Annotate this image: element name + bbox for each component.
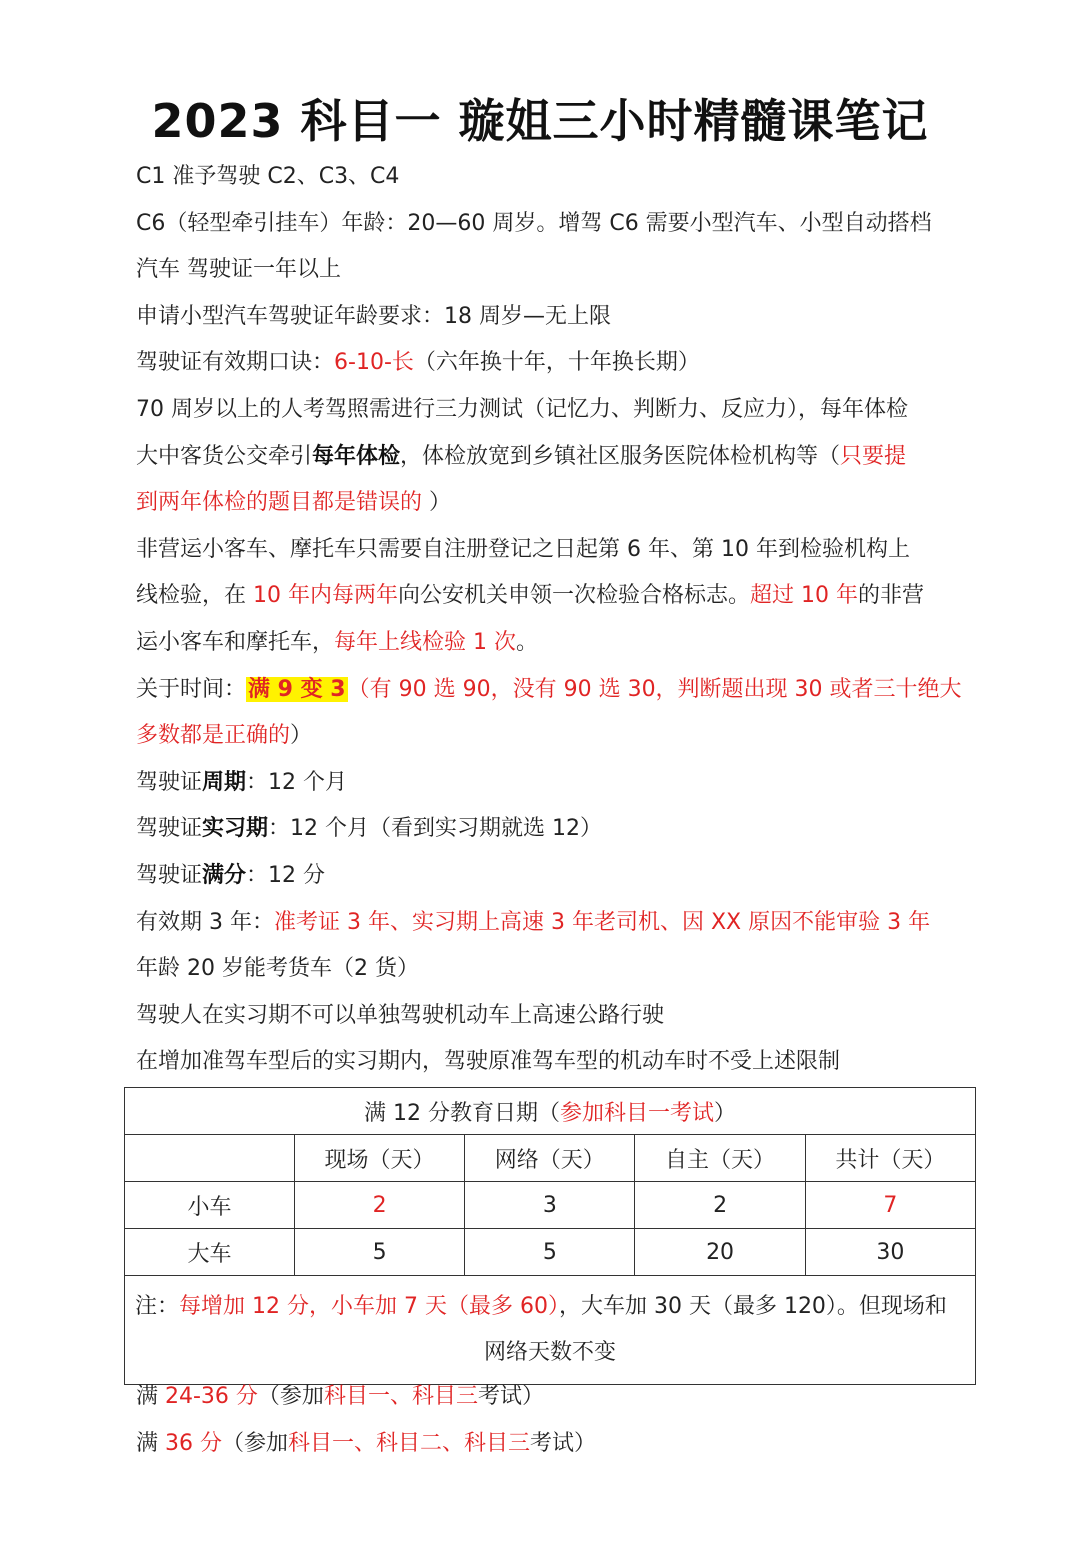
text: 70 周岁以上的人考驾照需进行三力测试（记忆力、判断力、反应力），每年体检: [136, 396, 908, 422]
note-line: [136, 760, 976, 807]
text: （参加: [222, 1430, 289, 1456]
text: 考试）: [477, 1384, 544, 1409]
text: 在增加准驾车型后的实习期内，驾驶原准驾车型的机动车时不受上述限制: [136, 1049, 841, 1075]
table-cell: 2: [635, 1182, 805, 1229]
text: 年龄 20 岁能考货车（2 货）: [136, 956, 419, 982]
red-text: 每年上线检验 1 次: [334, 629, 516, 655]
bottom-notes: [136, 1374, 976, 1467]
table-cell: 3: [465, 1182, 635, 1229]
table-row: [125, 1182, 976, 1229]
red-text: 10 年内每两年: [253, 583, 398, 609]
text: ）: [290, 723, 313, 749]
note-line: [136, 154, 976, 201]
note-line: [136, 1039, 976, 1086]
text: ）: [422, 490, 452, 516]
text: ：12 个月: [246, 769, 348, 795]
note-line: [136, 573, 976, 620]
note-line: [136, 667, 976, 714]
table-cell: 30: [805, 1229, 975, 1276]
note-line: [136, 993, 976, 1040]
red-text: 只要提: [840, 443, 907, 469]
note-line: [136, 946, 976, 993]
text: 有效期 3 年：: [136, 909, 274, 935]
text: 驾驶证: [136, 816, 203, 842]
text: 汽车 驾驶证一年以上: [136, 257, 341, 283]
note-line: [136, 434, 976, 481]
bold-text: 实习期: [202, 816, 269, 842]
red-text: 每增加 12 分，小车加 7 天（最多 60）: [179, 1294, 559, 1319]
note-line: [136, 527, 976, 574]
note-line: [136, 1421, 976, 1468]
table-cell: 20: [635, 1229, 805, 1276]
header-cell: 共计（天）: [805, 1135, 975, 1182]
red-text: 参加科目一考试: [559, 1100, 714, 1126]
education-days-table: [124, 1087, 976, 1385]
text: 的非营: [858, 583, 925, 609]
text: 向公安机关申领一次检验合格标志。: [398, 583, 751, 609]
header-cell: [125, 1135, 295, 1182]
note-line: [136, 247, 976, 294]
header-cell: 现场（天）: [294, 1135, 464, 1182]
note-line: [136, 387, 976, 434]
note-line: [136, 853, 976, 900]
text: 申请小型汽车驾驶证年龄要求：18 周岁—无上限: [136, 303, 611, 329]
text: 驾驶证: [136, 769, 203, 795]
note-line: [136, 480, 976, 527]
red-text: （: [347, 676, 370, 702]
text: 满 12 分教育日期（: [363, 1100, 560, 1126]
red-text: 多数都是正确的: [136, 723, 291, 749]
text: ，体检放宽到乡镇社区服务医院体检机构等（: [400, 443, 841, 469]
header-cell: 自主（天）: [635, 1135, 805, 1182]
text: 运小客车和摩托车，: [136, 629, 335, 655]
text: 关于时间：: [136, 676, 247, 702]
text: 满: [136, 1384, 165, 1409]
text: （参加: [257, 1384, 324, 1409]
row-label: 小车: [125, 1182, 295, 1229]
note-line: [136, 294, 976, 341]
text: 非营运小客车、摩托车只需要自注册登记之日起第 6 年、第 10 年到检验机构上: [136, 536, 910, 562]
red-text: 超过 10 年: [750, 583, 858, 609]
text: 线检验，在: [136, 583, 253, 609]
table-note-row: [125, 1276, 976, 1385]
text: 驾驶人在实习期不可以单独驾驶机动车上高速公路行驶: [136, 1002, 665, 1028]
note-line: [136, 713, 976, 760]
table-title: [125, 1088, 976, 1135]
note-line: [136, 900, 976, 947]
note-line: [136, 1374, 976, 1421]
text: ）: [713, 1100, 736, 1126]
text: 驾驶证有效期口诀：: [136, 350, 335, 376]
text: 满: [136, 1430, 165, 1456]
table-title-row: [125, 1088, 976, 1135]
note-line: [136, 201, 976, 248]
text: 驾驶证: [136, 862, 203, 888]
red-text: 6-10-长: [334, 350, 414, 376]
text: ：12 个月（看到实习期就选 12）: [268, 816, 603, 842]
row-label: 大车: [125, 1229, 295, 1276]
text: （六年换十年，十年换长期）: [413, 350, 700, 376]
notes-body: [136, 154, 976, 1086]
bold-text: 每年体检: [312, 443, 401, 469]
text: 大中客货公交牵引: [136, 443, 313, 469]
page-title: 2023 科目一 璇姐三小时精髓课笔记: [151, 94, 929, 148]
table-note: [125, 1276, 976, 1385]
red-text: 科目一、科目二、科目三: [288, 1430, 531, 1456]
table-cell: 2: [294, 1182, 464, 1229]
red-text: 准考证 3 年、实习期上高速 3 年老司机、因 XX 原因不能审验 3 年: [273, 909, 931, 935]
text: 网络天数不变: [483, 1340, 616, 1365]
table-header-row: [125, 1135, 976, 1182]
red-text: 24-36 分: [165, 1384, 258, 1409]
text: C1 准予驾驶 C2、C3、C4: [136, 164, 400, 189]
text: 考试）: [530, 1430, 597, 1456]
text: 。: [516, 629, 539, 655]
header-cell: 网络（天）: [465, 1135, 635, 1182]
table-row: [125, 1229, 976, 1276]
red-text: 到两年体检的题目都是错误的: [136, 490, 423, 516]
text: ：12 分: [246, 862, 326, 888]
red-text: 有 90 选 90，没有 90 选 30，判断题出现 30 或者三十绝大: [369, 676, 962, 702]
note-line: [136, 806, 976, 853]
bold-text: 周期: [202, 769, 247, 795]
text: C6（轻型牵引挂车）年龄：20—60 周岁。增驾 C6 需要小型汽车、小型自动搭档: [136, 210, 932, 236]
table-cell: 5: [294, 1229, 464, 1276]
table-cell: 7: [805, 1182, 975, 1229]
highlighted-text: 满 9 变 3: [248, 676, 346, 702]
red-text: 科目一、科目三: [323, 1384, 478, 1409]
text: ，大车加 30 天（最多 120）。但现场和: [558, 1294, 947, 1319]
note-line: [136, 340, 976, 387]
red-text: 36 分: [165, 1430, 222, 1456]
table-cell: 5: [465, 1229, 635, 1276]
note-line: [136, 620, 976, 667]
bold-text: 满分: [202, 862, 247, 888]
text: 注：: [135, 1294, 180, 1319]
